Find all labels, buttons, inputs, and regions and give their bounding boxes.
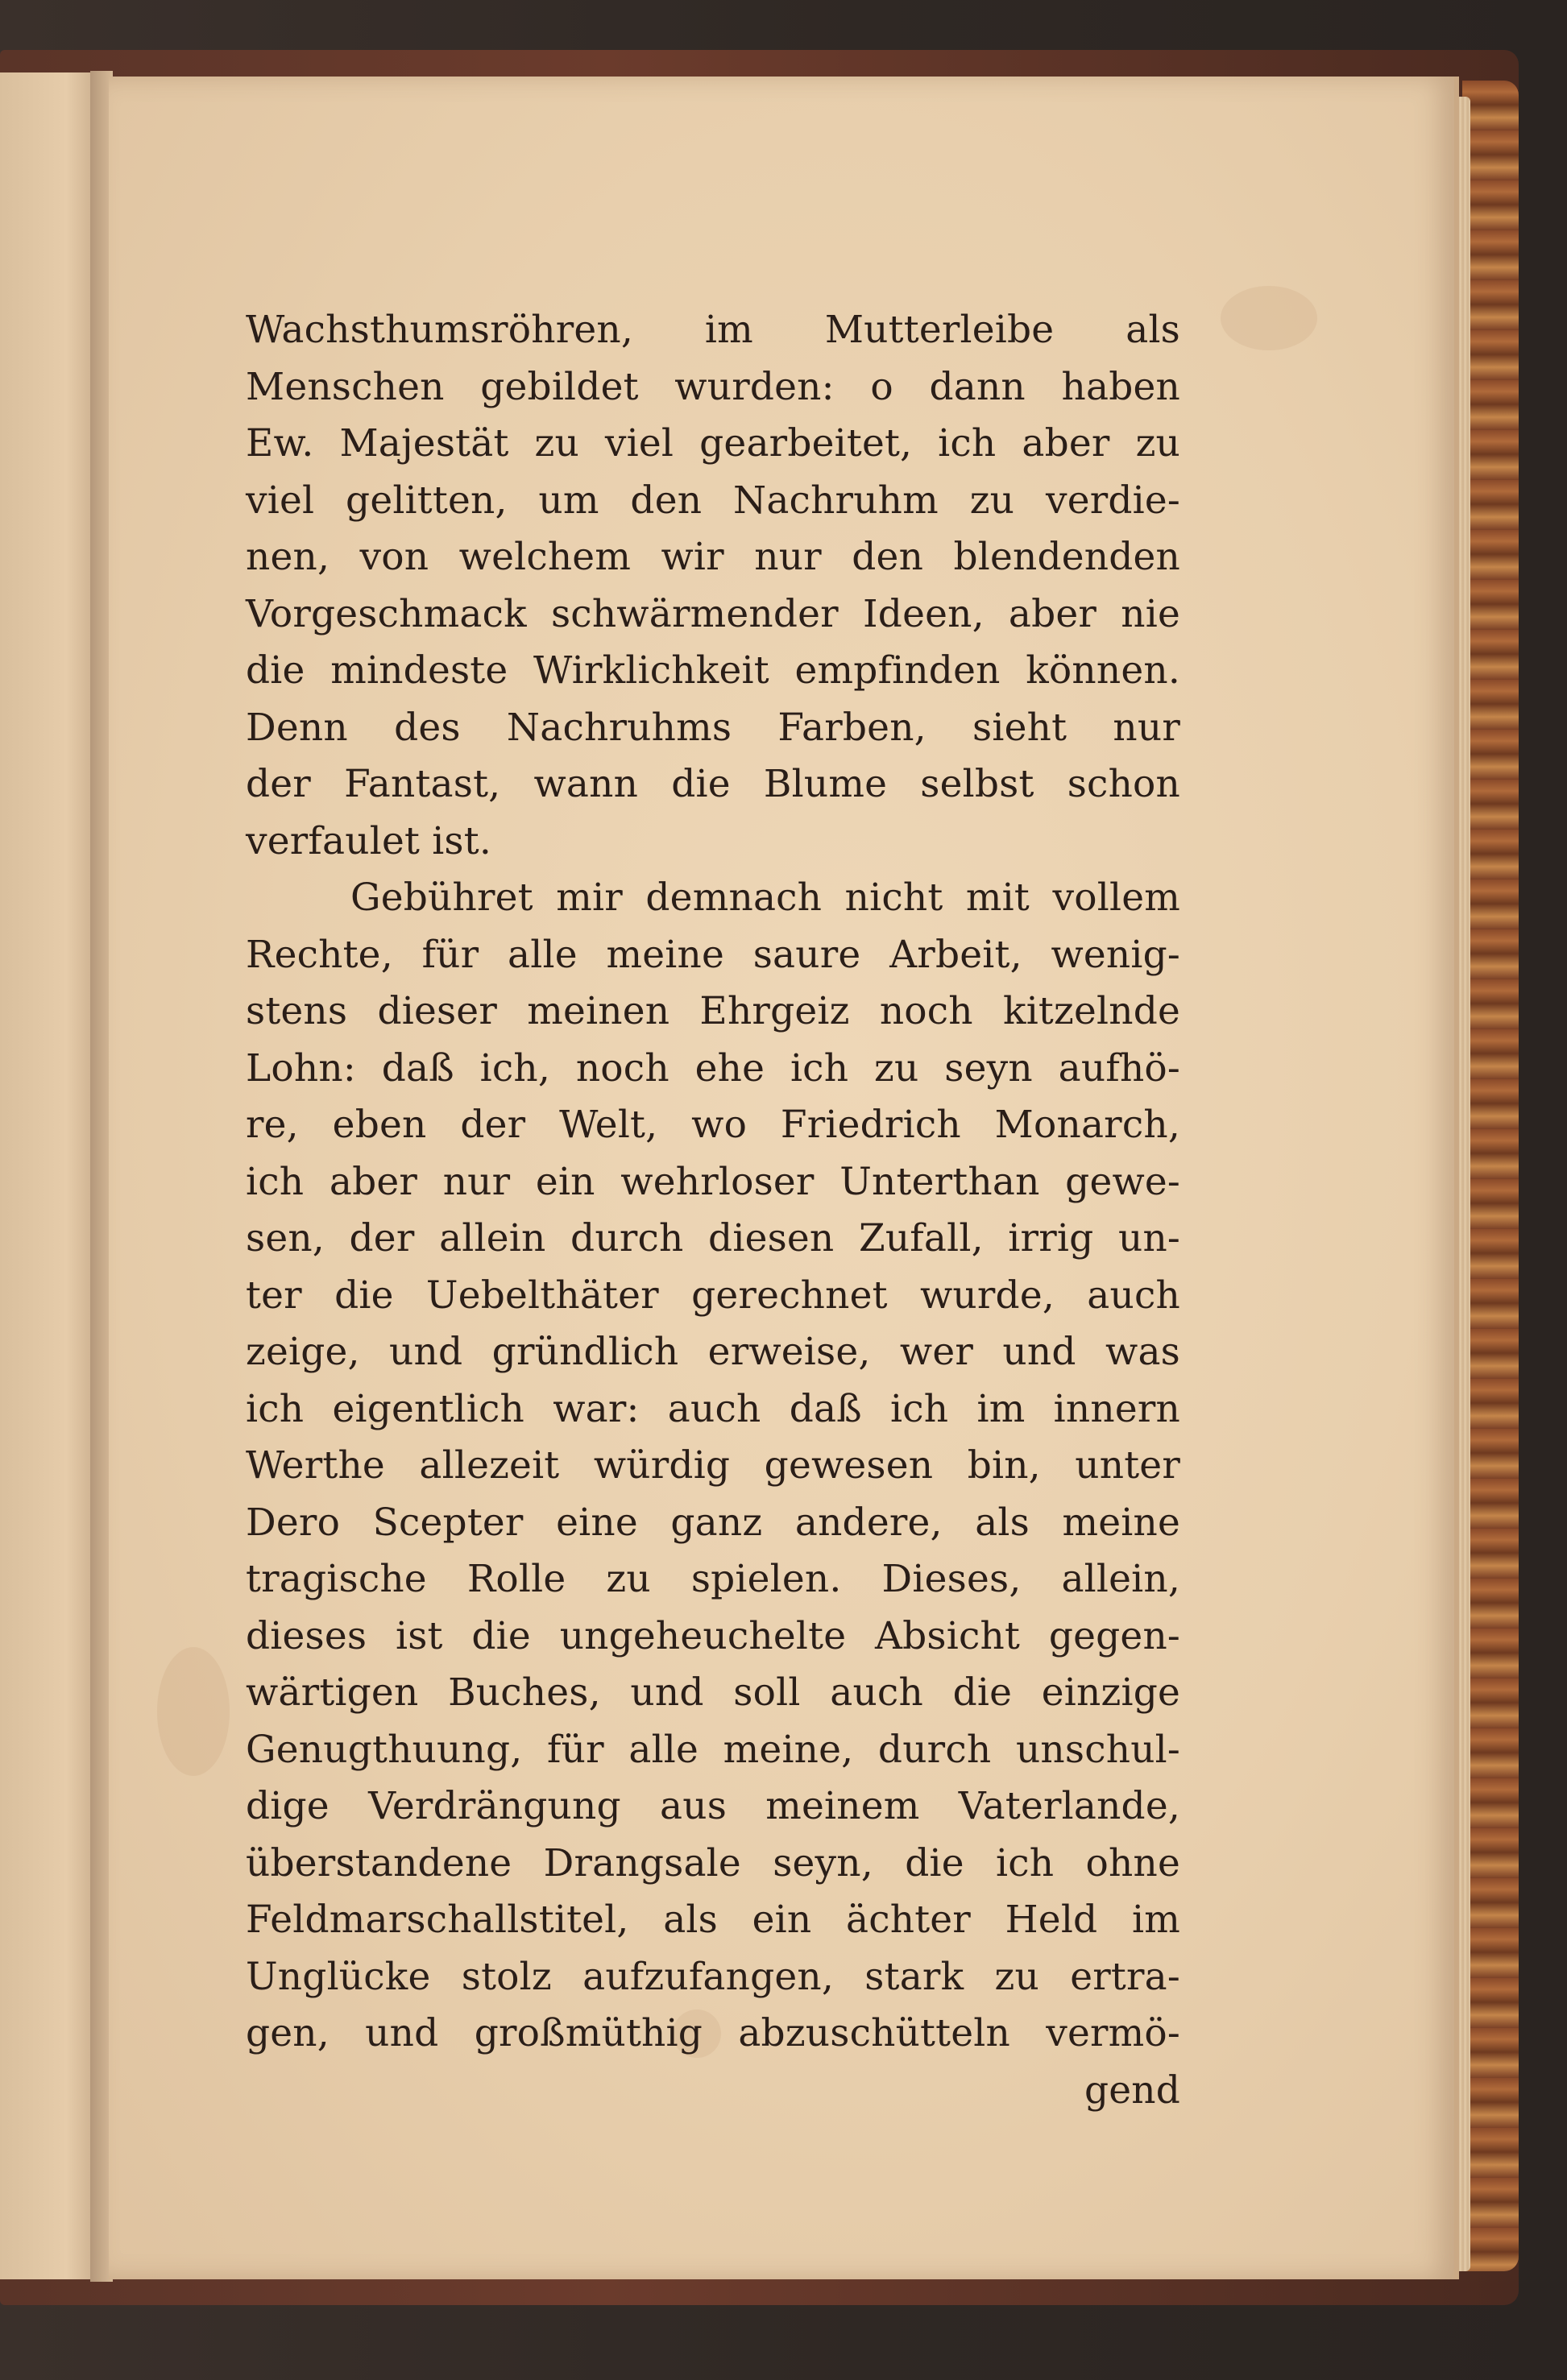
text-line: Ew. Majestät zu viel gearbeitet, ich aber zu xyxy=(246,421,1180,466)
text-line: stens dieser meinen Ehrgeiz noch kitzelnde xyxy=(246,989,1180,1033)
text-line: Rechte, für alle meine saure Arbeit, wenig- xyxy=(246,932,1180,977)
text-line: viel gelitten, um den Nachruhm zu verdie- xyxy=(246,478,1180,523)
page-text-block xyxy=(246,302,1180,2119)
text-line: ich eigentlich war: auch daß ich im innern xyxy=(246,1386,1180,1431)
text-line: zeige, und gründlich erweise, wer und was xyxy=(246,1330,1180,1374)
text-line: Genugthuung, für alle meine, durch unschul- xyxy=(246,1727,1180,1772)
text-line: tragische Rolle zu spielen. Dieses, allein, xyxy=(246,1557,1180,1601)
left-page-sliver xyxy=(0,72,97,2279)
text-line: ter die Uebelthäter gerechnet wurde, auch xyxy=(246,1273,1180,1318)
text-line: dieses ist die ungeheuchelte Absicht gegen- xyxy=(246,1613,1180,1658)
text-line: re, eben der Welt, wo Friedrich Monarch, xyxy=(246,1103,1180,1147)
text-line-paragraph-end: verfaulet ist. xyxy=(246,818,491,863)
text-line: wärtigen Buches, und soll auch die einzige xyxy=(246,1670,1180,1715)
text-line: Menschen gebildet wurden: o dann haben xyxy=(246,364,1180,409)
text-line: der Fantast, wann die Blume selbst schon xyxy=(246,762,1180,806)
marbled-page-edge xyxy=(1462,81,1519,2271)
text-line: ich aber nur ein wehrloser Unterthan gewe- xyxy=(246,1159,1180,1204)
text-line: Unglücke stolz aufzufangen, stark zu ertra- xyxy=(246,1954,1180,1999)
text-line: Werthe allezeit würdig gewesen bin, unter xyxy=(246,1443,1180,1488)
catchword: gend xyxy=(1084,2067,1180,2113)
text-line: Vorgeschmack schwärmender Ideen, aber nie xyxy=(246,591,1180,636)
text-line: die mindeste Wirklichkeit empfinden können. xyxy=(246,648,1180,693)
text-line-paragraph-start: Gebühret mir demnach nicht mit vollem xyxy=(350,875,1180,920)
text-line: Wachsthumsröhren, im Mutterleibe als xyxy=(246,308,1180,352)
text-line: sen, der allein durch diesen Zufall, irrig un- xyxy=(246,1216,1180,1260)
text-line: Dero Scepter eine ganz andere, als meine xyxy=(246,1500,1180,1545)
foxing-stain xyxy=(157,1647,230,1776)
text-line: Denn des Nachruhms Farben, sieht nur xyxy=(246,705,1180,750)
text-line: überstandene Drangsale seyn, die ich ohne xyxy=(246,1840,1180,1885)
foxing-stain xyxy=(1221,286,1317,350)
text-line: dige Verdrängung aus meinem Vaterlande, xyxy=(246,1784,1180,1828)
text-line: gen, und großmüthig abzuschütteln vermö- xyxy=(246,2011,1180,2055)
text-line: nen, von welchem wir nur den blendenden xyxy=(246,535,1180,579)
text-line: Feldmarschallstitel, als ein ächter Held im xyxy=(246,1898,1180,1942)
text-line: Lohn: daß ich, noch ehe ich zu seyn aufhö- xyxy=(246,1045,1180,1091)
